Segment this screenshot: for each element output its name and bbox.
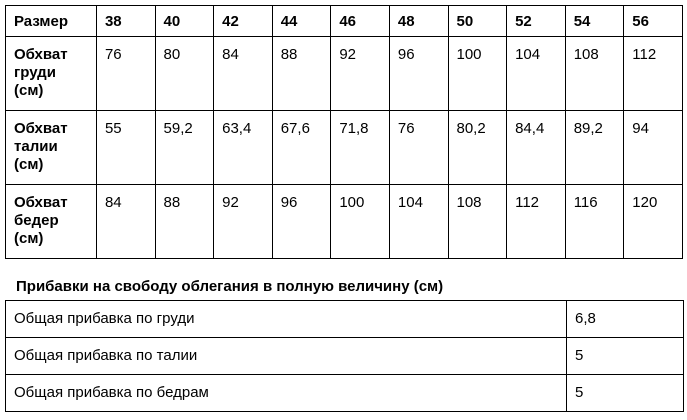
allowance-value: 5: [567, 375, 684, 412]
table-cell: 120: [624, 185, 683, 259]
allowance-table: [5, 300, 684, 412]
table-row: [6, 185, 683, 259]
table-cell: 112: [507, 185, 566, 259]
table-row: [6, 37, 683, 111]
row-label-waist: [6, 111, 97, 185]
table-cell: 108: [448, 185, 507, 259]
table-cell: 84: [96, 185, 155, 259]
table-cell: 92: [214, 185, 273, 259]
table-cell: 89,2: [565, 111, 624, 185]
row-label-line: Обхват: [14, 46, 68, 63]
row-label-line: Обхват: [14, 120, 68, 137]
size-header-cell: 42: [214, 6, 273, 37]
table-cell: 84,4: [507, 111, 566, 185]
row-label-hips: [6, 185, 97, 259]
row-label-line: груди: [14, 64, 56, 81]
table-cell: 112: [624, 37, 683, 111]
table-cell: 94: [624, 111, 683, 185]
allowance-value: 6,8: [567, 301, 684, 338]
table-cell: 108: [565, 37, 624, 111]
row-label-line: талии: [14, 138, 58, 155]
table-cell: 96: [272, 185, 331, 259]
table-cell: 104: [389, 185, 448, 259]
table-cell: 67,6: [272, 111, 331, 185]
size-header-row: [6, 6, 683, 37]
row-label-chest: [6, 37, 97, 111]
table-cell: 88: [272, 37, 331, 111]
table-cell: 96: [389, 37, 448, 111]
row-label-line: (см): [14, 230, 44, 247]
allowance-title: Прибавки на свободу облегания в полную величину (см): [16, 278, 444, 295]
table-row: [6, 301, 684, 338]
table-cell: 71,8: [331, 111, 390, 185]
row-label-line: (см): [14, 82, 44, 99]
size-header-cell: 38: [96, 6, 155, 37]
table-cell: 76: [389, 111, 448, 185]
table-cell: 76: [96, 37, 155, 111]
row-label-line: (см): [14, 156, 44, 173]
table-cell: 92: [331, 37, 390, 111]
size-header-cell: 52: [507, 6, 566, 37]
table-cell: 80,2: [448, 111, 507, 185]
size-header-label: Размер: [6, 6, 97, 37]
table-cell: 100: [331, 185, 390, 259]
size-header-cell: 46: [331, 6, 390, 37]
allowance-label: Общая прибавка по бедрам: [6, 375, 567, 412]
size-header-cell: 50: [448, 6, 507, 37]
row-label-line: бедер: [14, 212, 59, 229]
table-cell: 88: [155, 185, 214, 259]
table-row: [6, 111, 683, 185]
table-cell: 55: [96, 111, 155, 185]
table-cell: 104: [507, 37, 566, 111]
size-header-cell: 56: [624, 6, 683, 37]
table-cell: 59,2: [155, 111, 214, 185]
size-header-cell: 48: [389, 6, 448, 37]
table-row: [6, 375, 684, 412]
table-cell: 100: [448, 37, 507, 111]
size-header-cell: 44: [272, 6, 331, 37]
allowance-value: 5: [567, 338, 684, 375]
table-row: [6, 338, 684, 375]
table-cell: 116: [565, 185, 624, 259]
allowance-label: Общая прибавка по груди: [6, 301, 567, 338]
size-header-cell: 54: [565, 6, 624, 37]
table-cell: 80: [155, 37, 214, 111]
allowance-label: Общая прибавка по талии: [6, 338, 567, 375]
size-table: [5, 5, 683, 259]
table-cell: 84: [214, 37, 273, 111]
row-label-line: Обхват: [14, 194, 68, 211]
size-header-cell: 40: [155, 6, 214, 37]
table-cell: 63,4: [214, 111, 273, 185]
